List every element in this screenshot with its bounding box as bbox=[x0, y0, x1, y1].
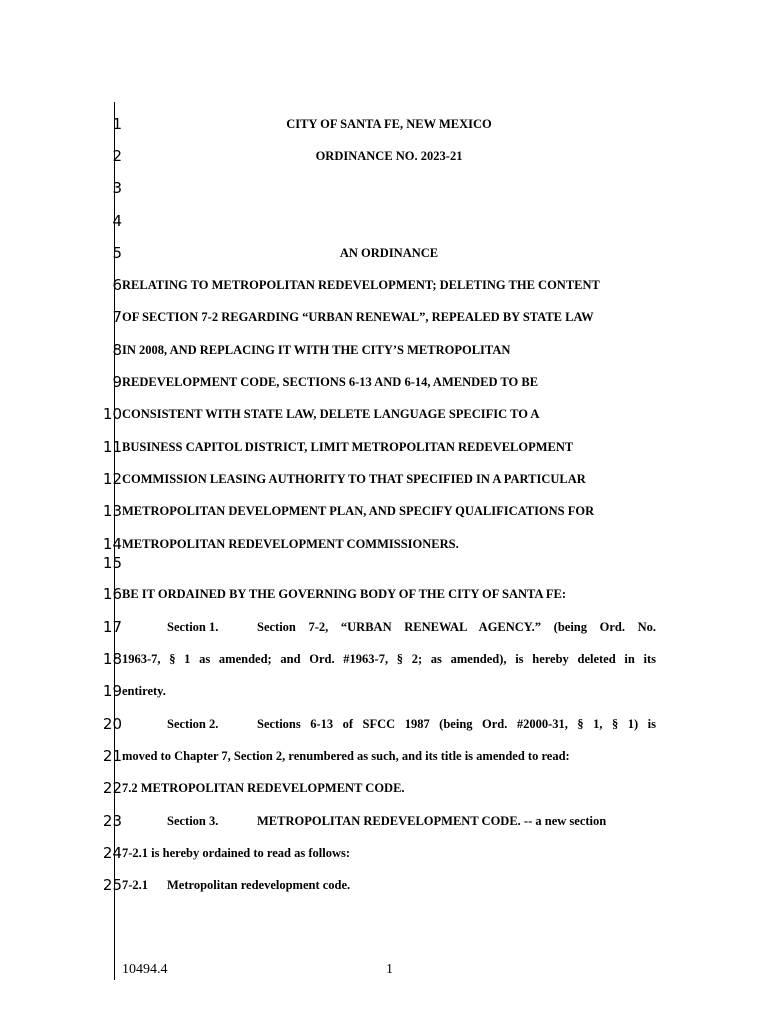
ordinance-number: ORDINANCE NO. 2023-21 bbox=[315, 149, 463, 163]
line-number: 25 bbox=[102, 876, 122, 894]
line-number: 5 bbox=[112, 244, 122, 262]
section-3-text: METROPOLITAN REDEVELOPMENT CODE. -- a new section bbox=[257, 814, 607, 828]
document-id: 10494.4 bbox=[122, 962, 168, 977]
title-line: RELATING TO METROPOLITAN REDEVELOPMENT; DELETING THE CONTENT bbox=[122, 278, 600, 292]
title-line: IN 2008, AND REPLACING IT WITH THE CITY’S METROPOLITAN bbox=[122, 343, 511, 357]
line-number: 7 bbox=[112, 308, 122, 326]
page-number: 1 bbox=[386, 962, 393, 977]
line-number: 6 bbox=[112, 276, 122, 294]
title-line: METROPOLITAN REDEVELOPMENT COMMISSIONERS. bbox=[122, 537, 459, 551]
line-number: 8 bbox=[112, 341, 122, 359]
line-number: 11 bbox=[102, 438, 122, 456]
line-number: 1 bbox=[112, 115, 122, 133]
section-1-line: entirety. bbox=[122, 684, 166, 698]
section-2-line bbox=[122, 716, 656, 732]
section-2-text: Sections 6-13 of SFCC 1987 (being Ord. #2000-31, § 1, § 1) is bbox=[257, 717, 656, 731]
line-number: 13 bbox=[102, 502, 122, 520]
line-number: 15 bbox=[102, 554, 122, 572]
section-2-line: 7.2 METROPOLITAN REDEVELOPMENT CODE. bbox=[122, 781, 405, 795]
section-3-label: Section 3. bbox=[167, 814, 219, 828]
title-line: BUSINESS CAPITOL DISTRICT, LIMIT METROPOLITAN REDEVELOPMENT bbox=[122, 440, 574, 454]
title-line: METROPOLITAN DEVELOPMENT PLAN, AND SPECIFY QUALIFICATIONS FOR bbox=[122, 504, 595, 518]
line-number: 16 bbox=[102, 585, 122, 603]
section-2-line: moved to Chapter 7, Section 2, renumbered as such, and its title is amended to read: bbox=[122, 749, 570, 763]
subsection-label: 7-2.1 bbox=[122, 878, 149, 892]
line-number: 4 bbox=[112, 212, 122, 230]
section-1-text: Section 7-2, “URBAN RENEWAL AGENCY.” (being Ord. No. bbox=[257, 620, 656, 634]
line-number: 9 bbox=[112, 373, 122, 391]
ordinance-heading: AN ORDINANCE bbox=[339, 246, 439, 260]
section-1-line bbox=[122, 619, 656, 635]
line-number: 18 bbox=[102, 650, 122, 668]
city-title: CITY OF SANTA FE, NEW MEXICO bbox=[286, 117, 492, 131]
subsection-text: Metropolitan redevelopment code. bbox=[167, 878, 351, 892]
line-number: 17 bbox=[102, 618, 122, 636]
line-number: 19 bbox=[102, 682, 122, 700]
title-line: COMMISSION LEASING AUTHORITY TO THAT SPECIFIED IN A PARTICULAR bbox=[122, 472, 586, 486]
title-line: REDEVELOPMENT CODE, SECTIONS 6-13 AND 6-14, AMENDED TO BE bbox=[122, 375, 539, 389]
section-1-label: Section 1. bbox=[167, 620, 219, 634]
section-2-label: Section 2. bbox=[167, 717, 219, 731]
title-line: OF SECTION 7-2 REGARDING “URBAN RENEWAL”, REPEALED BY STATE LAW bbox=[122, 310, 594, 324]
line-number: 22 bbox=[102, 779, 122, 797]
line-number: 12 bbox=[102, 470, 122, 488]
line-number: 10 bbox=[102, 405, 122, 423]
line-number: 3 bbox=[112, 179, 122, 197]
line-number: 21 bbox=[102, 747, 122, 765]
line-number: 14 bbox=[102, 535, 122, 553]
title-line: CONSISTENT WITH STATE LAW, DELETE LANGUAGE SPECIFIC TO A bbox=[122, 407, 540, 421]
section-1-line: 1963-7, § 1 as amended; and Ord. #1963-7, § 2; as amended), is hereby deleted in its bbox=[122, 652, 656, 666]
enacting-clause: BE IT ORDAINED BY THE GOVERNING BODY OF THE CITY OF SANTA FE: bbox=[122, 587, 567, 601]
section-3-line: 7-2.1 is hereby ordained to read as follows: bbox=[122, 846, 351, 860]
line-number: 23 bbox=[102, 812, 122, 830]
subsection-line bbox=[122, 877, 656, 893]
line-number: 24 bbox=[102, 844, 122, 862]
line-number: 2 bbox=[112, 147, 122, 165]
line-number: 20 bbox=[102, 715, 122, 733]
section-3-line bbox=[122, 813, 656, 829]
